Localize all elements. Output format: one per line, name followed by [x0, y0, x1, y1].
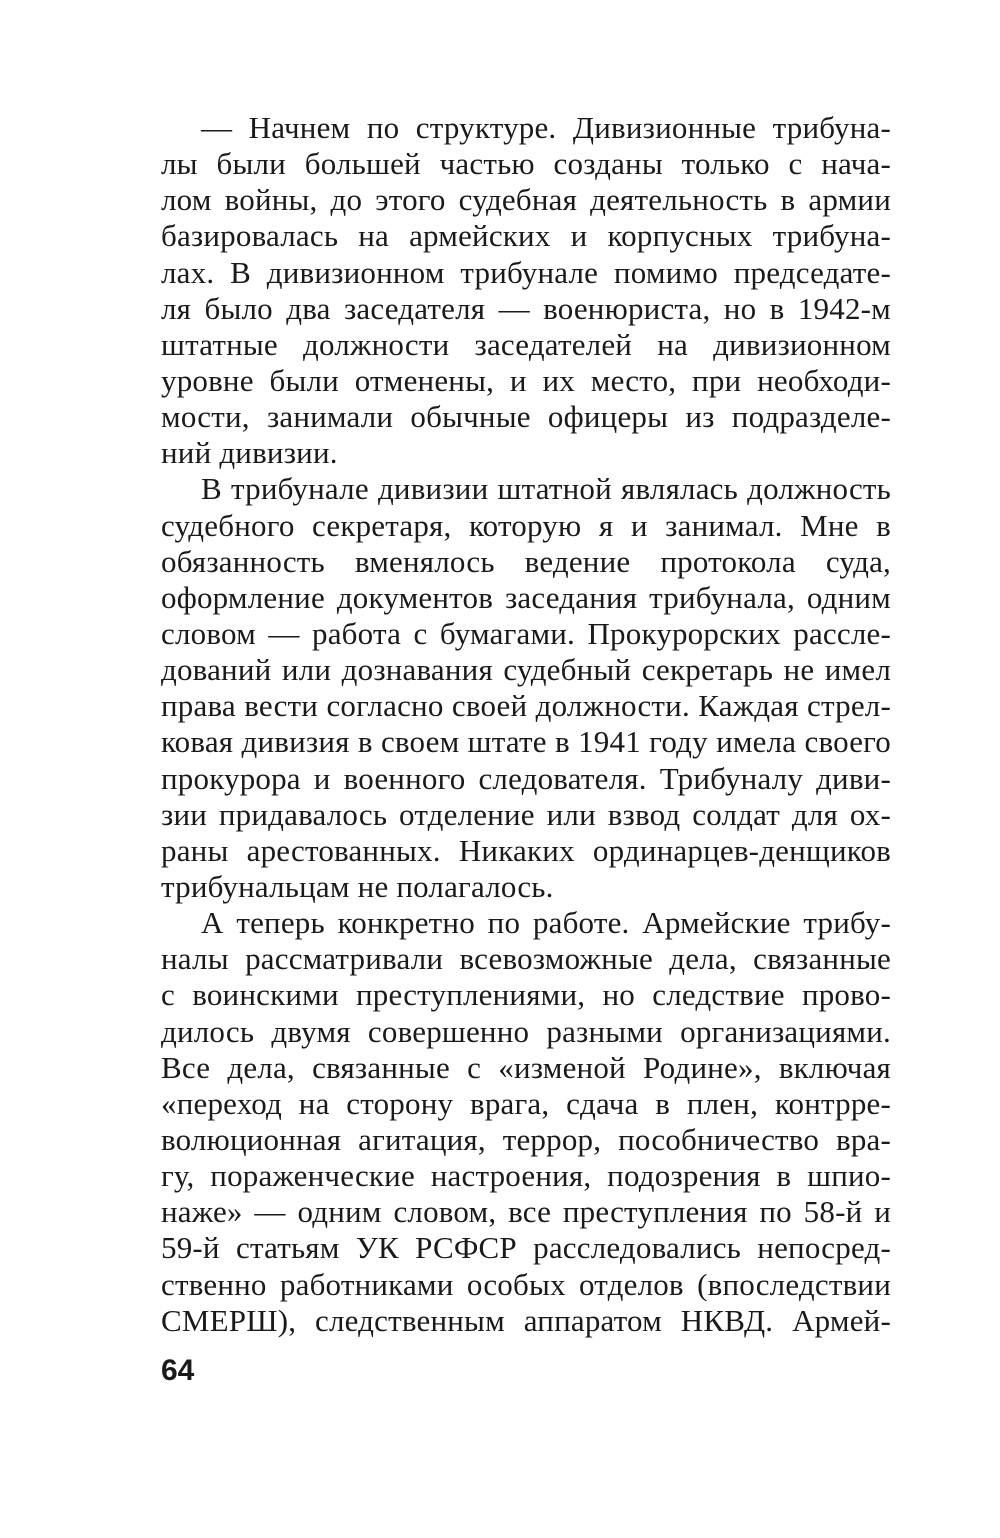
- text-line: «переход на сторону врага, сдача в плен, контрре-: [161, 1085, 891, 1121]
- text-line: лы были большей частью созданы только с нача-: [161, 146, 891, 182]
- text-line: — Начнем по структуре. Дивизионные трибуна-: [201, 110, 891, 145]
- text-line: лах. В дивизионном трибунале помимо председате-: [161, 254, 891, 290]
- text-line: 59-й статьям УК РСФСР расследовались непосред-: [161, 1230, 891, 1266]
- text-line: базировалась на армейских и корпусных трибуна-: [161, 218, 891, 254]
- text-line: СМЕРШ), следственным аппаратом НКВД. Армей-: [161, 1302, 891, 1338]
- text-line: налы рассматривали всевозможные дела, связанные: [161, 941, 891, 977]
- text-line: А теперь конкретно по работе. Армейские трибу-: [201, 905, 891, 941]
- text-line: дилось двумя совершенно разными организациями.: [161, 1013, 891, 1049]
- text-line: обязанность вменялось ведение протокола суда,: [161, 543, 891, 579]
- text-line: права вести согласно своей должности. Каждая стрел-: [161, 688, 891, 724]
- text-line: с воинскими преступлениями, но следствие прово-: [161, 977, 891, 1013]
- text-line: дований или дознавания судебный секретарь не имел: [161, 652, 891, 688]
- text-line: ственно работниками особых отделов (впоследствии: [161, 1266, 891, 1302]
- text-line: ля было два заседателя — военюриста, но в 1942-м: [161, 290, 891, 326]
- text-line: ний дивизии.: [161, 435, 338, 471]
- text-line: Все дела, связанные с «изменой Родине», включая: [161, 1049, 891, 1085]
- text-line: мости, занимали обычные офицеры из подразделе-: [161, 399, 891, 435]
- text-line: словом — работа с бумагами. Прокурорских рассле-: [161, 615, 891, 651]
- text-line: зии придавалось отделение или взвод солдат для ох-: [161, 796, 891, 832]
- text-line: штатные должности заседателей на дивизионном: [161, 326, 891, 362]
- text-line: В трибунале дивизии штатной являлась должность: [201, 471, 891, 507]
- text-line: оформление документов заседания трибунала, одним: [161, 579, 891, 615]
- body-text: [161, 110, 891, 1339]
- text-line: наже» — одним словом, все преступления по 58-й и: [161, 1194, 891, 1230]
- text-line: лом войны, до этого судебная деятельность в армии: [161, 182, 891, 218]
- text-line: уровне были отменены, и их место, при необходи-: [161, 362, 891, 398]
- text-line: ковая дивизия в своем штате в 1941 году имела своего: [161, 724, 891, 760]
- text-line: гу, пораженческие настроения, подозрения в шпио-: [161, 1158, 891, 1194]
- text-line: прокурора и военного следователя. Трибуналу диви-: [161, 760, 891, 796]
- text-line: судебного секретаря, которую я и занимал. Мне в: [161, 507, 891, 543]
- text-line: трибунальцам не полагалось.: [161, 868, 554, 904]
- text-line: раны арестованных. Никаких ординарцев-денщиков: [161, 832, 891, 868]
- text-line: волюционная агитация, террор, пособничество вра-: [161, 1121, 891, 1157]
- page-number: 64: [161, 1354, 195, 1387]
